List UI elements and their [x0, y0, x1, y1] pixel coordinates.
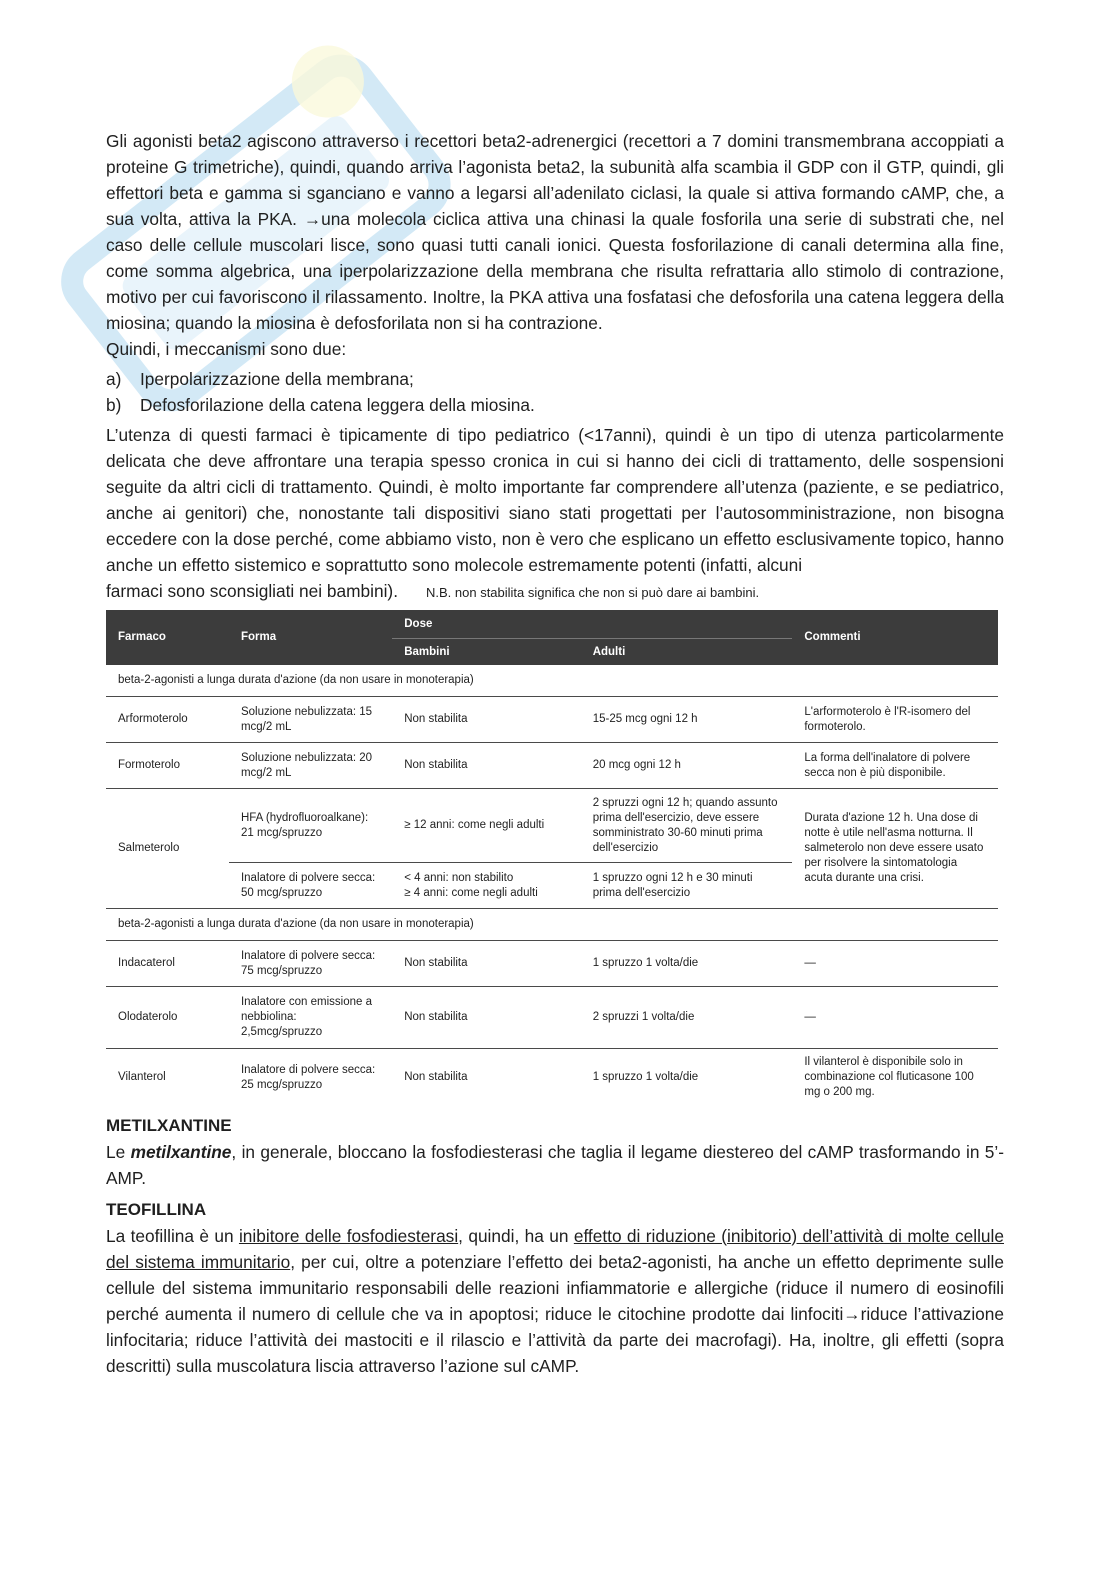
cell-forma: Inalatore con emissione a nebbiolina: 2,5mcg/spruzzo: [229, 987, 392, 1049]
section-heading-metilxantine: METILXANTINE: [106, 1115, 232, 1135]
nb-note: N.B. non stabilita significa che non si può dare ai bambini.: [426, 585, 760, 600]
cell-bambini: Non stabilita: [392, 941, 580, 987]
list-item-label: b): [106, 395, 122, 415]
cell-bambini: Non stabilita: [392, 987, 580, 1049]
table-group-row: [106, 909, 998, 941]
text-run: , quindi, ha un: [458, 1225, 574, 1246]
cell-bambini: [392, 863, 580, 909]
header-commenti: Commenti: [792, 610, 998, 665]
cell-adulti: 1 spruzzo 1 volta/die: [581, 941, 793, 987]
underlined-term: inibitore delle fosfodiesterasi: [238, 1225, 459, 1246]
cell-forma: HFA (hydrofluoroalkane): 21 mcg/spruzzo: [229, 789, 392, 863]
cell-forma: Inalatore di polvere secca: 50 mcg/spruzzo: [229, 863, 392, 909]
pediatric-paragraph-end: [106, 578, 1004, 606]
cell-adulti: 1 spruzzo ogni 12 h e 30 minuti prima dell'esercizio: [581, 863, 793, 909]
cell-farmaco: Vilanterol: [118, 1071, 166, 1084]
text-run: , in generale, bloccano la fosfodiesterasi che taglia il legame diestereo del cAMP trasformando in 5’-AMP.: [106, 1141, 1004, 1188]
pediatric-paragraph: L’utenza di questi farmaci è tipicamente di tipo pediatrico (<17anni), quindi è un tipo di utenza particolarmente delicata che deve affrontare una terapia spesso cronica in cui si hanno dei cicli di trattamento, delle sospensioni seguite da altri cicli di trattamento. Quindi, è molto importante far comprendere all’utenza (paziente, e se pediatrico, anche ai genitori) che, nonostante tali dispositivi siano stati progettati per l’autosomministrazione, non bisogna eccedere con la dose perché, come abbiamo visto, non è vero che esplicano un effetto esclusivamente topico, hanno anche un effetto sistemico e soprattutto sono molecole estremamente potenti (infatti, alcuni: [106, 425, 1004, 575]
group-label: beta-2-agonisti a lunga durata d'azione (da non usare in monoterapia): [106, 665, 998, 697]
group-label: beta-2-agonisti a lunga durata d'azione (da non usare in monoterapia): [106, 909, 998, 941]
cell-bambini: Non stabilita: [392, 697, 580, 743]
teofillina-paragraph: [106, 1223, 1004, 1379]
cell-forma: Soluzione nebulizzata: 20 mcg/2 mL: [229, 743, 392, 789]
emphasis-term: metilxantine: [130, 1141, 232, 1162]
cell-adulti: 20 mcg ogni 12 h: [581, 743, 793, 789]
cell-adulti: 2 spruzzi 1 volta/die: [581, 987, 793, 1049]
mechanisms-list: [106, 366, 1004, 418]
metilxantine-paragraph: [106, 1139, 1004, 1191]
document-page: [106, 128, 1004, 1379]
section-heading-teofillina: TEOFILLINA: [106, 1199, 207, 1219]
cell-commenti: L'arformoterolo è l'R-isomero del formoterolo.: [792, 697, 998, 743]
cell-bambini: ≥ 12 anni: come negli adulti: [392, 789, 580, 863]
table-row: [106, 697, 998, 743]
cell-forma: Inalatore di polvere secca: 75 mcg/spruzzo: [229, 941, 392, 987]
list-item-text: Iperpolarizzazione della membrana;: [140, 369, 414, 389]
header-bambini: Bambini: [392, 639, 580, 666]
cell-commenti: —: [792, 941, 998, 987]
table-row: [106, 743, 998, 789]
table-row: [106, 941, 998, 987]
table-row: [106, 789, 998, 863]
cell-forma: Inalatore di polvere secca: 25 mcg/spruzzo: [240, 1063, 376, 1091]
cell-bambini-line: < 4 anni: non stabilito: [404, 871, 514, 884]
text-run: La teofillina è un: [106, 1225, 239, 1246]
cell-forma: Soluzione nebulizzata: 15 mcg/2 mL: [229, 697, 392, 743]
table-row: [106, 987, 998, 1049]
list-item: [106, 366, 1004, 392]
intro-paragraph: Gli agonisti beta2 agiscono attraverso i recettori beta2-adrenergici (recettori a 7 domini transmembrana accoppiati a proteine G trimetriche), quindi, quando arriva l’agonista beta2, la subunità alfa scambia il GDP con il GTP, quindi, gli effettori beta e gamma si sganciano e vanno a legarsi all’adenilato ciclasi, la quale si attiva formando cAMP, che, a sua volta, attiva la PKA. →una molecola ciclica attiva una chinasi la quale fosforila una serie di substrati che, nel caso delle cellule muscolari lisce, sono quasi tutti canali ionici. Questa fosforilazione di canali determina alla fine, come somma algebrica, una iperpolarizzazione della membrana che risulta refrattaria allo stimolo di contrazione, motivo per cui favoriscono il rilassamento. Inoltre, la PKA attiva una fosfatasi che defosforila una catena leggera della miosina; quando la miosina è defosforilata non si ha contrazione.: [106, 131, 1004, 333]
list-item: [106, 392, 1004, 418]
pediatric-paragraph-last: farmaci sono sconsigliati nei bambini).: [106, 581, 398, 601]
mechanisms-intro: Quindi, i meccanismi sono due:: [106, 339, 347, 359]
underlined-term: effetto di riduzione (inibitorio) dell’attività di molte cellule del sistema immunitario: [106, 1225, 1004, 1272]
header-forma: Forma: [229, 610, 392, 665]
cell-adulti: 1 spruzzo 1 volta/die: [592, 1071, 699, 1084]
text-run: Le: [106, 1141, 131, 1162]
cell-farmaco: Salmeterolo: [106, 789, 229, 909]
cell-bambini-line: ≥ 4 anni: come negli adulti: [404, 886, 538, 899]
cell-commenti: Durata d'azione 12 h. Una dose di notte è utile nell'asma notturna. Il salmeterolo non deve essere usato per risolvere la sintomatologia acuta durante una crisi.: [792, 789, 998, 909]
cell-farmaco: Formoterolo: [106, 743, 229, 789]
list-item-text: Defosforilazione della catena leggera della miosina.: [140, 395, 535, 415]
cell-commenti: La forma dell'inalatore di polvere secca non è più disponibile.: [792, 743, 998, 789]
cell-adulti: 2 spruzzi ogni 12 h; quando assunto prima dell'esercizio, deve essere somministrato 30-60 minuti prima dell'esercizio: [581, 789, 793, 863]
header-dose: Dose: [392, 610, 792, 639]
list-item-label: a): [106, 369, 122, 389]
cell-farmaco: Indacaterol: [106, 941, 229, 987]
table-group-row: [106, 665, 998, 697]
cell-bambini: Non stabilita: [404, 1071, 468, 1084]
header-farmaco: Farmaco: [106, 610, 229, 665]
cell-commenti: Il vilanterol è disponibile solo in combinazione col fluticasone 100 mg o 200 mg.: [804, 1056, 974, 1099]
table-row: [106, 1049, 998, 1107]
cell-bambini: Non stabilita: [392, 743, 580, 789]
text-run: , per cui, oltre a potenziare l’effetto dei beta2-agonisti, ha anche un effetto deprimente sulle cellule del sistema immunitario responsabili delle reazioni infiammatorie e allergiche (riduce il numero di eosinofili perché aumenta il numero di cellule che va in apoptosi; riduce le citochine prodotte dai linfociti→riduce l’attivazione linfocitaria; riduce l’attività dei mastociti e il rilascio e l’attività da parte dei macrofagi). Ha, inoltre, gli effetti (sopra descritti) sulla muscolatura liscia attraverso l’azione sul cAMP.: [106, 1251, 1005, 1376]
drug-table: [106, 610, 998, 1107]
cell-farmaco: Olodaterolo: [106, 987, 229, 1049]
cell-farmaco: Arformoterolo: [106, 697, 229, 743]
cell-adulti: 15-25 mcg ogni 12 h: [581, 697, 793, 743]
cell-commenti: —: [792, 987, 998, 1049]
header-adulti: Adulti: [581, 639, 793, 666]
